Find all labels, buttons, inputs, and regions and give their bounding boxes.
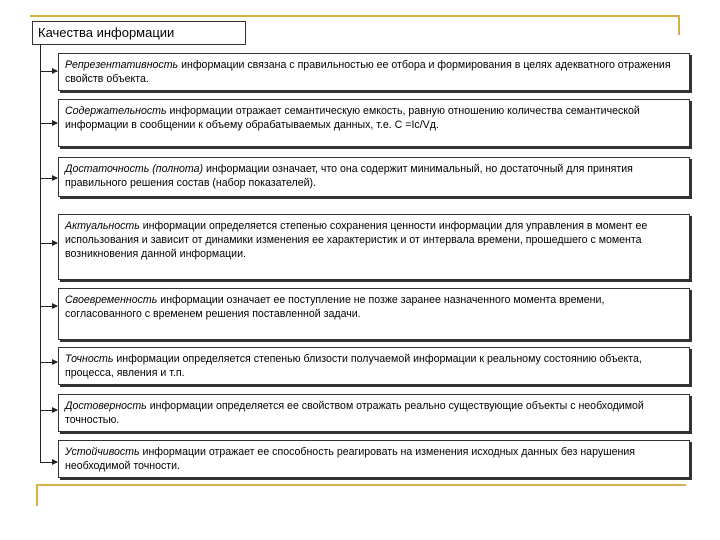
quality-description: информации связана с правильностью ее отбора и формирования в целях адекватного отражения свойств объекта.	[65, 59, 671, 85]
quality-term: Устойчивость	[65, 446, 140, 458]
quality-box-relevance	[58, 214, 690, 280]
quality-box-reliability	[58, 394, 690, 432]
quality-box-timeliness	[58, 288, 690, 340]
quality-description: информации означает, что она содержит минимальный, но достаточный для принятия правильного решения состав (набор показателей).	[65, 163, 633, 189]
quality-description: информации означает ее поступление не позже заранее назначенного момента времени, согласованного с временем решения поставленной задачи.	[65, 294, 605, 320]
quality-term: Своевременность	[65, 294, 158, 306]
diagram-title: Качества информации	[32, 21, 246, 45]
quality-term: Достаточность (полнота)	[65, 163, 204, 175]
quality-term: Содержательность	[65, 105, 167, 117]
quality-description: информации отражает семантическую емкость, равную отношению количества семантической информации в сообщении к объему обрабатываемых данных, т.е. С =Ic/Vд.	[65, 105, 640, 131]
quality-term: Точность	[65, 353, 114, 365]
quality-term: Актуальность	[65, 220, 140, 232]
top-decor-line	[30, 15, 678, 17]
quality-box-sufficiency	[58, 157, 690, 197]
quality-box-accuracy	[58, 347, 690, 385]
quality-box-representativeness	[58, 53, 690, 91]
quality-description: информации определяется степенью близости получаемой информации к реальному состоянию объекта, процесса, явления и т.п.	[65, 353, 642, 379]
quality-description: информации определяется ее свойством отражать реально существующие объекты с необходимой точностью.	[65, 400, 644, 426]
quality-description: информации отражает ее способность реагировать на изменения исходных данных без нарушения необходимой точности.	[65, 446, 636, 472]
quality-box-content	[58, 99, 690, 147]
quality-description: информации определяется степенью сохранения ценности информации для управления в момент ее использования и зависит от динамики изменения ее характеристик и от интервала времени, прошедшего с момента возникновения данной информации.	[65, 220, 648, 260]
quality-term: Достоверность	[65, 400, 147, 412]
right-decor-line	[678, 15, 680, 35]
bottom-decor-line	[36, 484, 686, 486]
quality-box-stability	[58, 440, 690, 478]
quality-term: Репрезентативность	[65, 59, 179, 71]
left-decor-line	[36, 484, 38, 506]
connector-trunk	[40, 45, 41, 463]
